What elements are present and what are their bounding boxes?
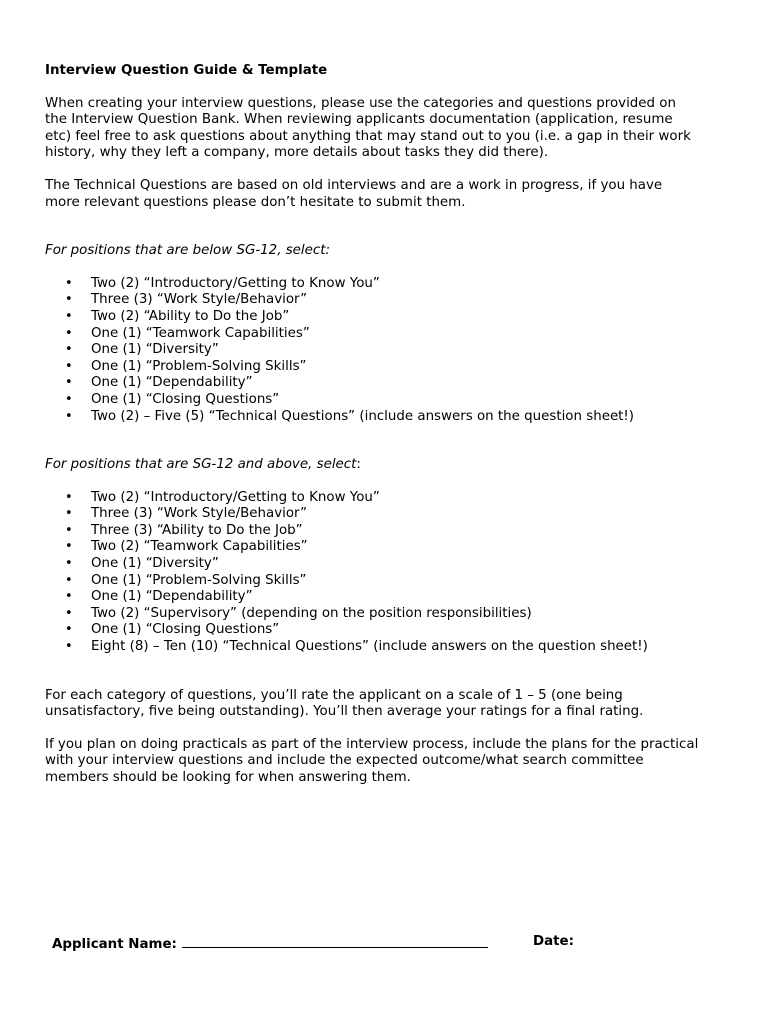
list-item: • One (1) “Dependability” xyxy=(65,375,253,391)
rating-paragraph xyxy=(45,688,735,721)
practicals-paragraph xyxy=(45,737,735,787)
bullet-icon: • xyxy=(65,622,73,638)
list-item: • Three (3) “Work Style/Behavior” xyxy=(65,292,308,308)
bullet-icon: • xyxy=(65,556,73,572)
bullet-icon: • xyxy=(65,572,73,588)
signature-footer xyxy=(52,934,732,954)
bullet-icon: • xyxy=(65,391,73,407)
rating-line: unsatisfactory, five being outstanding). You’ll then average your ratings for a final rating. xyxy=(45,704,644,720)
technical-paragraph xyxy=(45,178,735,211)
bullet-icon: • xyxy=(65,358,73,374)
applicant-name-blank[interactable] xyxy=(182,934,488,948)
bullet-icon: • xyxy=(65,342,73,358)
list-item: • Two (2) “Introductory/Getting to Know You” xyxy=(65,489,380,505)
list-item: • Two (2) “Supervisory” (depending on the position responsibilities) xyxy=(65,605,532,621)
list-item: • One (1) “Problem-Solving Skills” xyxy=(65,572,307,588)
list-item: • Eight (8) – Ten (10) “Technical Questions” (include answers on the question sheet!) xyxy=(65,639,648,655)
list-item: • One (1) “Teamwork Capabilities” xyxy=(65,325,310,341)
intro-line: the Interview Question Bank. When reviewing applicants documentation (application, resume xyxy=(45,112,673,128)
list-item: • One (1) “Dependability” xyxy=(65,589,253,605)
bullet-icon: • xyxy=(65,589,73,605)
list-item: • Two (2) “Introductory/Getting to Know You” xyxy=(65,275,380,291)
practicals-line: with your interview questions and include the expected outcome/what search committee xyxy=(45,753,644,769)
bullet-icon: • xyxy=(65,375,73,391)
list-item: • Two (2) “Teamwork Capabilities” xyxy=(65,539,308,555)
bullet-icon: • xyxy=(65,639,73,655)
intro-line: history, why they left a company, more details about tasks they did there). xyxy=(45,145,549,161)
list-item: • Three (3) “Work Style/Behavior” xyxy=(65,506,308,522)
rating-line: For each category of questions, you’ll rate the applicant on a scale of 1 – 5 (one being xyxy=(45,687,623,703)
technical-line: more relevant questions please don’t hesitate to submit them. xyxy=(45,194,466,210)
bullet-icon: • xyxy=(65,539,73,555)
sg12-above-heading: For positions that are SG-12 and above, select: xyxy=(45,457,361,473)
list-item: • Two (2) – Five (5) “Technical Questions” (include answers on the question sheet!) xyxy=(65,408,635,424)
practicals-line: members should be looking for when answering them. xyxy=(45,770,411,785)
list-item: • One (1) “Diversity” xyxy=(65,556,219,572)
document-page xyxy=(45,63,735,803)
list-item: • One (1) “Problem-Solving Skills” xyxy=(65,358,307,374)
applicant-name-label: Applicant Name: xyxy=(52,937,177,952)
bullet-icon: • xyxy=(65,308,73,324)
list-item: • One (1) “Closing Questions” xyxy=(65,622,280,638)
list-item: • Two (2) “Ability to Do the Job” xyxy=(65,308,290,324)
bullet-icon: • xyxy=(65,292,73,308)
bullet-icon: • xyxy=(65,506,73,522)
list-item: • Three (3) “Ability to Do the Job” xyxy=(65,522,303,538)
intro-line: etc) feel free to ask questions about anything that may stand out to you (i.e. a gap in their work xyxy=(45,128,691,144)
bullet-icon: • xyxy=(65,605,73,621)
bullet-icon: • xyxy=(65,275,73,291)
list-item: • One (1) “Diversity” xyxy=(65,342,219,358)
practicals-line: If you plan on doing practicals as part of the interview process, include the plans for the practical xyxy=(45,736,699,752)
document-title: Interview Question Guide & Template xyxy=(45,63,328,78)
below-sg12-list xyxy=(45,276,735,425)
date-label: Date: xyxy=(533,934,574,949)
sg12-above-list xyxy=(45,490,735,656)
bullet-icon: • xyxy=(65,408,73,424)
technical-line: The Technical Questions are based on old interviews and are a work in progress, if you have xyxy=(45,177,663,193)
list-item: • One (1) “Closing Questions” xyxy=(65,391,280,407)
bullet-icon: • xyxy=(65,325,73,341)
bullet-icon: • xyxy=(65,489,73,505)
intro-paragraph xyxy=(45,96,735,162)
intro-line: When creating your interview questions, please use the categories and questions provided on xyxy=(45,95,676,111)
below-sg12-heading: For positions that are below SG-12, select: xyxy=(45,243,331,259)
bullet-icon: • xyxy=(65,522,73,538)
